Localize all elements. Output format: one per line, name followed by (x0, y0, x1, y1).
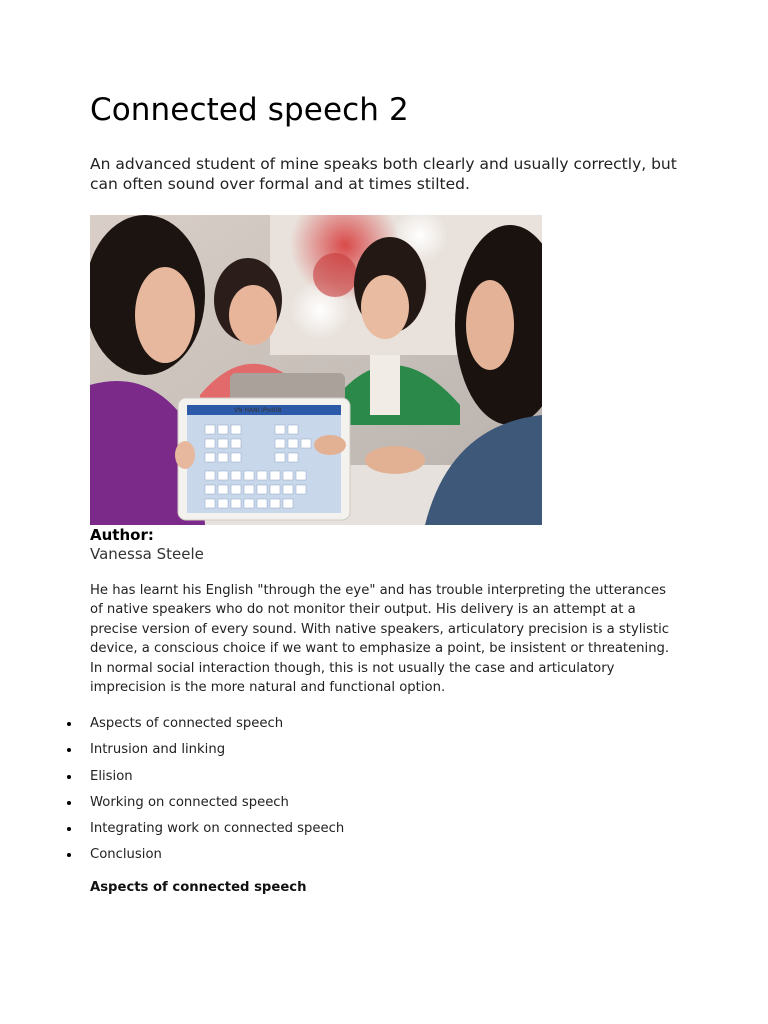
toc-item[interactable] (90, 794, 690, 820)
intro-paragraph: An advanced student of mine speaks both clearly and usually correctly, but can often sound over formal and at times stilted. (90, 155, 677, 193)
tablet-header-text: VN HANI iPod08 (234, 407, 282, 414)
bullet-icon (67, 853, 71, 857)
toc-item[interactable] (90, 768, 690, 794)
toc-item[interactable] (90, 820, 690, 846)
toc-item-label: Working on connected speech (90, 794, 289, 810)
bullet-icon (67, 775, 71, 779)
toc-item-label: Aspects of connected speech (90, 716, 284, 731)
bullet-icon (67, 827, 71, 831)
toc-item-label: Integrating work on connected speech (90, 821, 345, 837)
bullet-icon (67, 801, 71, 805)
toc-item-label: Intrusion and linking (90, 742, 226, 758)
classroom-photo (90, 215, 542, 525)
author-name: Vanessa Steele (90, 545, 204, 563)
section-heading: Aspects of connected speech (90, 880, 307, 895)
toc-item[interactable] (90, 846, 690, 872)
author-label: Author: (90, 526, 154, 544)
bullet-icon (67, 722, 71, 726)
toc-item[interactable] (90, 741, 690, 767)
toc-item[interactable] (90, 715, 690, 741)
toc-item-label: Elision (90, 768, 133, 784)
page-title: Connected speech 2 (90, 92, 409, 128)
body-paragraph: He has learnt his English "through the eye" and has trouble interpreting the utterances of native speakers who do not monitor their output. His delivery is an attempt at a precise version of every sound. With native speakers, articulatory precision is a stylistic device, a conscious choice if we want to emphasize a point, be insistent or threatening. In normal social interaction though, this is not usually the case and articulatory imprecision is the more natural and functional option. (90, 583, 670, 696)
table-of-contents (90, 715, 690, 873)
bullet-icon (67, 748, 71, 752)
toc-item-label: Conclusion (90, 847, 162, 863)
